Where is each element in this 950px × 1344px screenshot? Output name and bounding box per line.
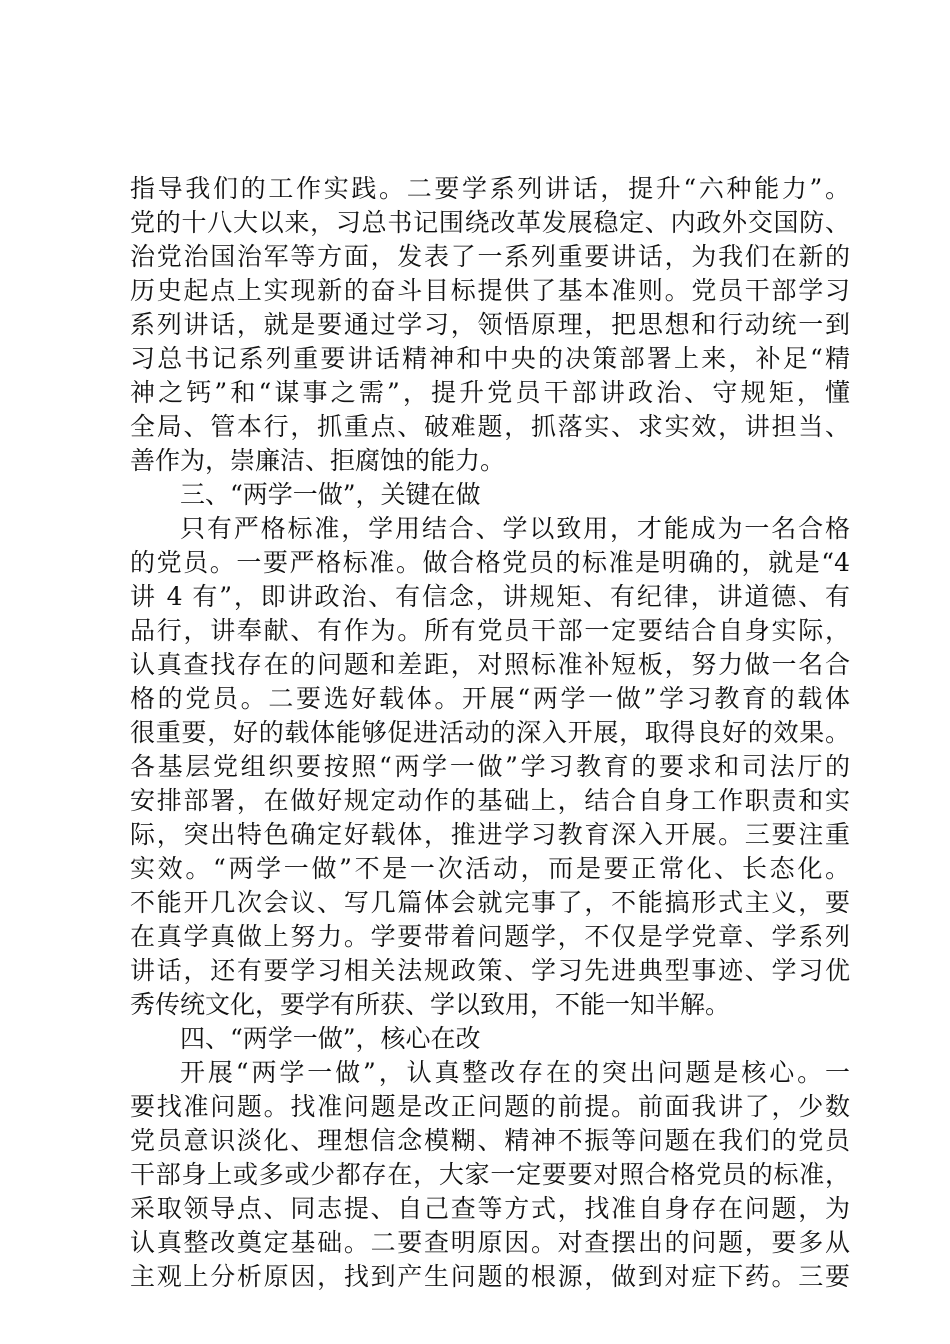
text-line: 际，突出特色确定好载体，推进学习教育深入开展。三要注重 (130, 820, 850, 849)
text-line: 格的党员。二要选好载体。开展“两学一做”学习教育的载体 (130, 684, 850, 713)
text-line: 主观上分析原因，找到产生问题的根源，做到对症下药。三要 (130, 1262, 850, 1291)
text-line: 干部身上或多或少都存在，大家一定要要对照合格党员的标准， (130, 1160, 850, 1189)
text-line: 在真学真做上努力。学要带着问题学，不仅是学党章、学系列 (130, 922, 850, 951)
text-line: 讲 4 有”，即讲政治、有信念，讲规矩、有纪律，讲道德、有 (130, 582, 850, 611)
text-line: 党员意识淡化、理想信念模糊、精神不振等问题在我们的党员 (130, 1126, 850, 1155)
text-line: 神之钙”和“谋事之需”，提升党员干部讲政治、守规矩，懂 (130, 378, 850, 407)
text-line: 党的十八大以来，习总书记围绕改革发展稳定、内政外交国防、 (130, 208, 850, 237)
text-line: 指导我们的工作实践。二要学系列讲话，提升“六种能力”。 (130, 174, 850, 203)
text-line: 习总书记系列重要讲话精神和中央的决策部署上来，补足“精 (130, 344, 850, 373)
text-line: 历史起点上实现新的奋斗目标提供了基本准则。党员干部学习 (130, 276, 850, 305)
text-line: 秀传统文化，要学有所获、学以致用，不能一知半解。 (130, 990, 731, 1019)
text-line: 治党治国治军等方面，发表了一系列重要讲话，为我们在新的 (130, 242, 850, 271)
text-line: 要找准问题。找准问题是改正问题的前提。前面我讲了，少数 (130, 1092, 850, 1121)
text-line: 认真查找存在的问题和差距，对照标准补短板，努力做一名合 (130, 650, 850, 679)
text-line: 认真整改奠定基础。二要查明原因。对查摆出的问题，要多从 (130, 1228, 850, 1257)
text-line: 很重要，好的载体能够促进活动的深入开展，取得良好的效果。 (130, 718, 850, 747)
text-line: 系列讲话，就是要通过学习，领悟原理，把思想和行动统一到 (130, 310, 850, 339)
text-line: 品行，讲奉献、有作为。所有党员干部一定要结合自身实际， (130, 616, 850, 645)
text-line: 采取领导点、同志提、自己查等方式，找准自身存在问题，为 (130, 1194, 850, 1223)
text-line: 善作为，崇廉洁、拒腐蚀的能力。 (130, 446, 506, 475)
text-line: 讲话，还有要学习相关法规政策、学习先进典型事迹、学习优 (130, 956, 850, 985)
document-body (130, 172, 850, 1294)
text-line: 各基层党组织要按照“两学一做”学习教育的要求和司法厅的 (130, 752, 850, 781)
text-line: 开展“两学一做”，认真整改存在的突出问题是核心。一 (180, 1058, 850, 1087)
text-line: 的党员。一要严格标准。做合格党员的标准是明确的，就是“4 (130, 548, 850, 577)
text-line: 安排部署，在做好规定动作的基础上，结合自身工作职责和实 (130, 786, 850, 815)
section-heading: 四、“两学一做”，核心在改 (180, 1024, 481, 1053)
text-line: 不能开几次会议、写几篇体会就完事了，不能搞形式主义，要 (130, 888, 850, 917)
text-line: 全局、管本行，抓重点、破难题，抓落实、求实效，讲担当、 (130, 412, 850, 441)
text-line: 实效。“两学一做”不是一次活动，而是要正常化、长态化。 (130, 854, 850, 883)
text-line: 只有严格标准，学用结合、学以致用，才能成为一名合格 (180, 514, 850, 543)
section-heading: 三、“两学一做”，关键在做 (180, 480, 481, 509)
